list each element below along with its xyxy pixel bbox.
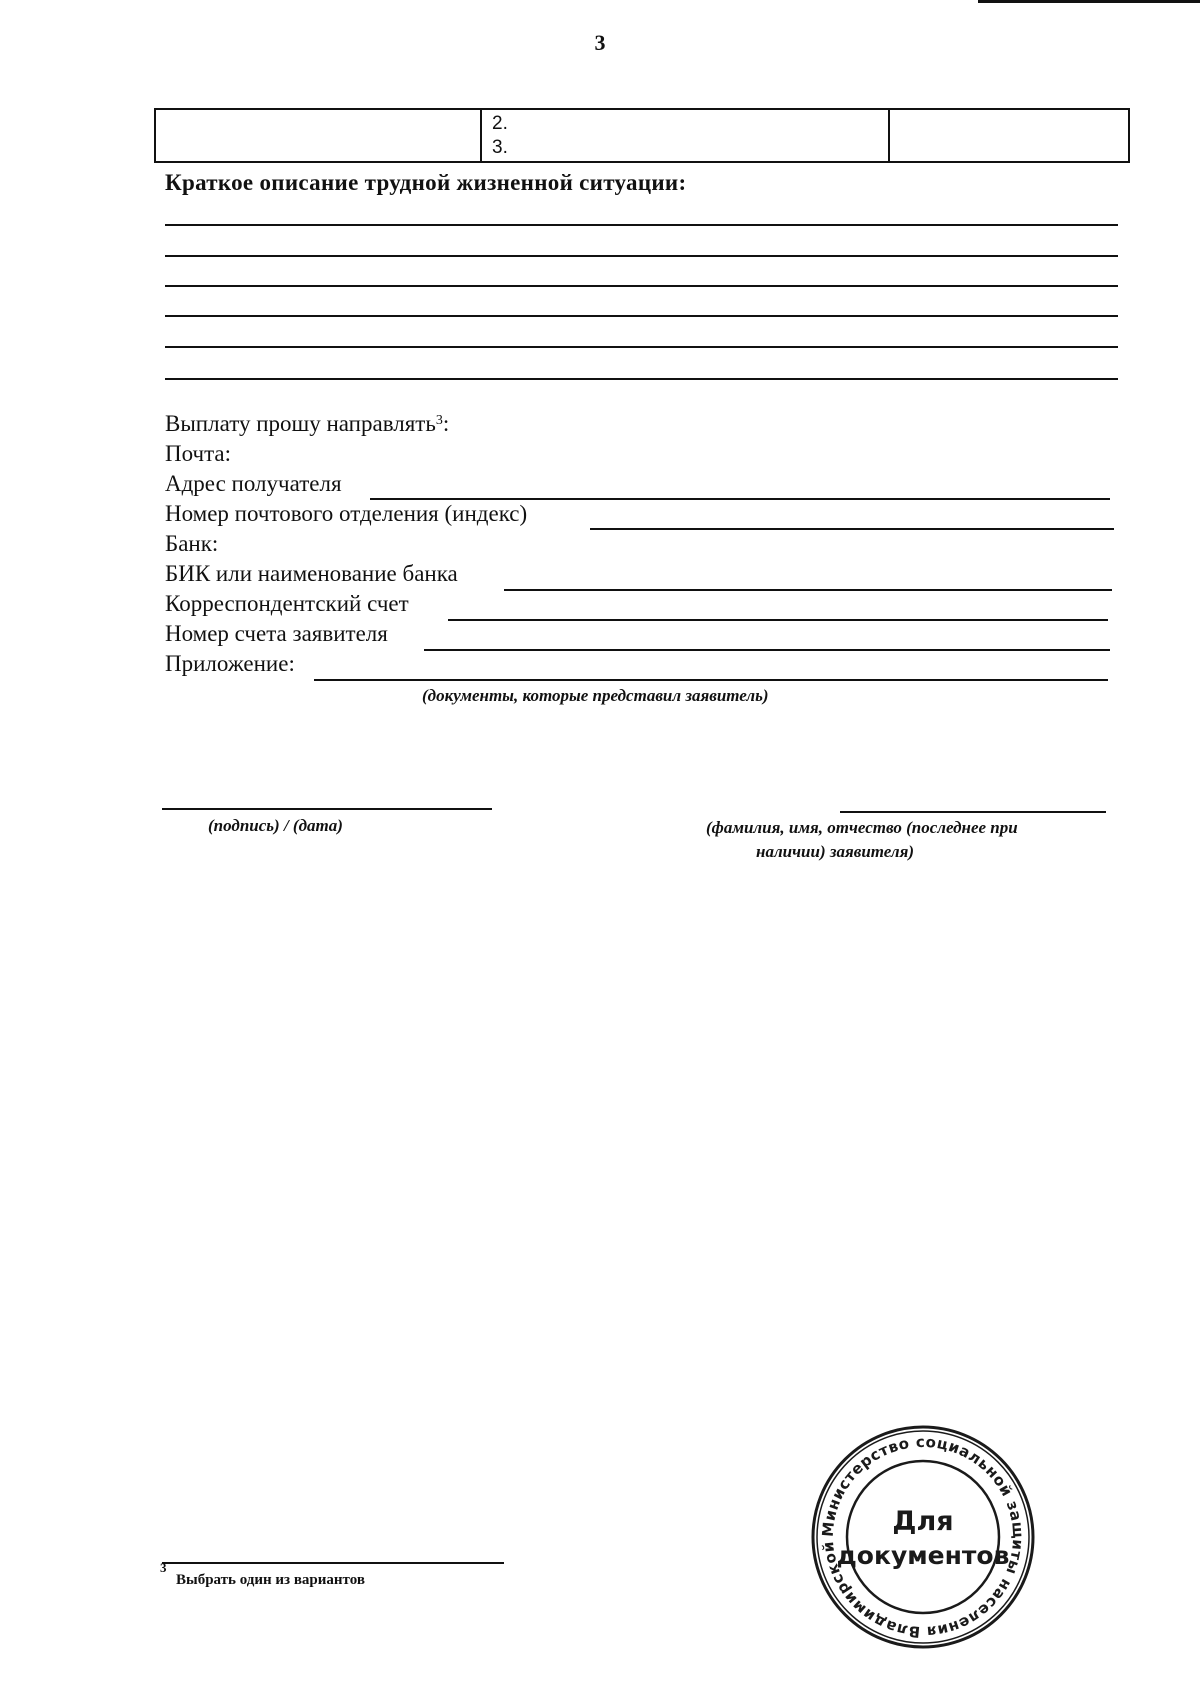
corr-account-input-line: [448, 619, 1108, 621]
footnote-text: Выбрать один из вариантов: [176, 1572, 365, 1588]
signature-caption: (подпись) / (дата): [208, 816, 343, 835]
footnote-separator: [162, 1562, 504, 1564]
stamp-center-line1: Для: [892, 1506, 954, 1537]
attachment-label: Приложение:: [165, 651, 295, 676]
situation-description-heading: Краткое описание трудной жизненной ситуации:: [165, 170, 687, 195]
stamp-seal-icon: [808, 1422, 1038, 1652]
table-row-number: 3.: [492, 137, 508, 158]
description-line: [165, 285, 1118, 287]
table-column-divider: [888, 110, 890, 161]
official-stamp: [808, 1422, 1038, 1652]
postcode-label: Номер почтового отделения (индекс): [165, 501, 528, 526]
bank-label: Банк:: [165, 531, 219, 556]
description-line: [165, 224, 1118, 226]
footnote-reference: 3: [435, 413, 443, 428]
description-line: [165, 255, 1118, 257]
stamp-ring-text: Министерство социальной защиты населения Владимирской: [818, 1432, 1028, 1642]
footnote-mark: 3: [160, 1560, 167, 1575]
name-line: [840, 811, 1106, 813]
corr-account-label: Корреспондентский счет: [165, 591, 409, 616]
description-line: [165, 315, 1118, 317]
continued-table: [154, 108, 1130, 163]
description-line: [165, 346, 1118, 348]
description-line: [165, 378, 1118, 380]
table-row-number: 2.: [492, 113, 508, 134]
attachment-caption: (документы, которые представил заявитель): [422, 686, 769, 705]
account-input-line: [424, 649, 1110, 651]
signature-line: [162, 808, 492, 810]
bik-label: БИК или наименование банка: [165, 561, 458, 586]
address-label: Адрес получателя: [165, 471, 342, 496]
table-column-divider: [480, 110, 482, 161]
name-caption-line1: (фамилия, имя, отчество (последнее при: [706, 818, 1018, 837]
stamp-center-line2: документов: [836, 1541, 1010, 1570]
bik-input-line: [504, 589, 1112, 591]
postcode-input-line: [590, 528, 1114, 530]
account-label: Номер счета заявителя: [165, 621, 388, 646]
page-number: 3: [594, 30, 606, 55]
attachment-input-line: [314, 679, 1108, 681]
name-caption-line2: наличии) заявителя): [756, 842, 915, 861]
payment-title: Выплату прошу направлять$^3$:: [165, 411, 450, 436]
post-label: Почта:: [165, 441, 232, 466]
top-edge-rule: [978, 0, 1200, 3]
